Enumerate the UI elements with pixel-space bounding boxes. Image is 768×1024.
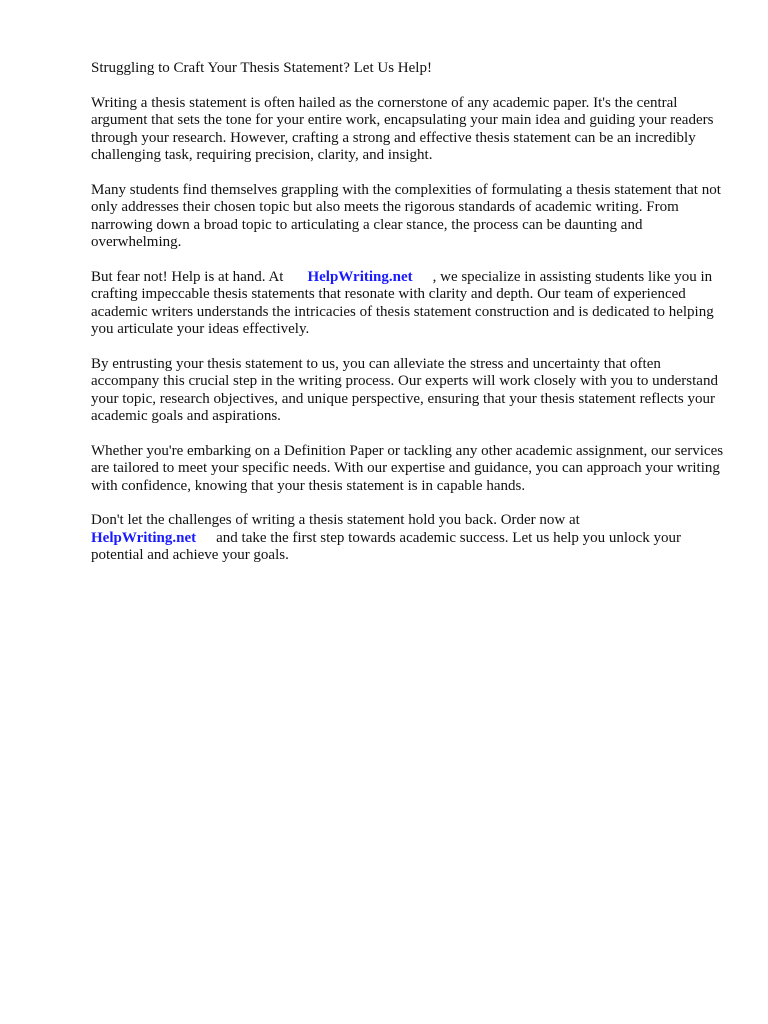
paragraph-help [91,269,731,339]
paragraph-order-rest: and take the first step towards academic success. Let us help you unlock your potential and achieve your goals. [91,529,682,563]
document-title: Struggling to Craft Your Thesis Statement? Let Us Help! [91,60,432,76]
paragraph-entrust: By entrusting your thesis statement to us, you can alleviate the stress and uncertainty that often accompany this crucial step in the writing process. Our experts will work closely with you to understand your topic, research objectives, and unique perspective, ensuring that your thesis statement reflects your academic goals and aspirations. [91,355,718,424]
helpwriting-link[interactable]: HelpWriting.net [307,268,413,285]
paragraph-help-rest: , we specialize in assisting students like you in crafting impeccable thesis statements that resonate with clarity and depth. Our team of experienced academic writers understands the intricacies of thesis statement construction and is dedicated to helping you articulate your ideas effectively. [91,268,714,337]
paragraph-intro: Writing a thesis statement is often hailed as the cornerstone of any academic paper. It's the central argument that sets the tone for your entire work, encapsulating your main idea and guiding your readers through your research. However, crafting a strong and effective thesis statement can be an incredibly challenging task, requiring precision, clarity, and insight. [91,94,714,163]
paragraph-help-lead: But fear not! Help is at hand. At [91,268,284,285]
document-body [91,60,731,582]
helpwriting-order-link[interactable]: HelpWriting.net [91,529,197,546]
paragraph-services: Whether you're embarking on a Definition Paper or tackling any other academic assignment, our services are tailored to meet your specific needs. With our expertise and guidance, you can approach your writing with confidence, knowing that your thesis statement is in capable hands. [91,442,724,494]
paragraph-order [91,512,731,565]
paragraph-order-lead: Don't let the challenges of writing a thesis statement hold you back. Order now at [91,512,580,528]
paragraph-struggles: Many students find themselves grappling with the complexities of formulating a thesis statement that not only addresses their chosen topic but also meets the rigorous standards of academic writing. From narrowing down a broad topic to articulating a clear stance, the process can be daunting and overwhelming. [91,181,721,250]
